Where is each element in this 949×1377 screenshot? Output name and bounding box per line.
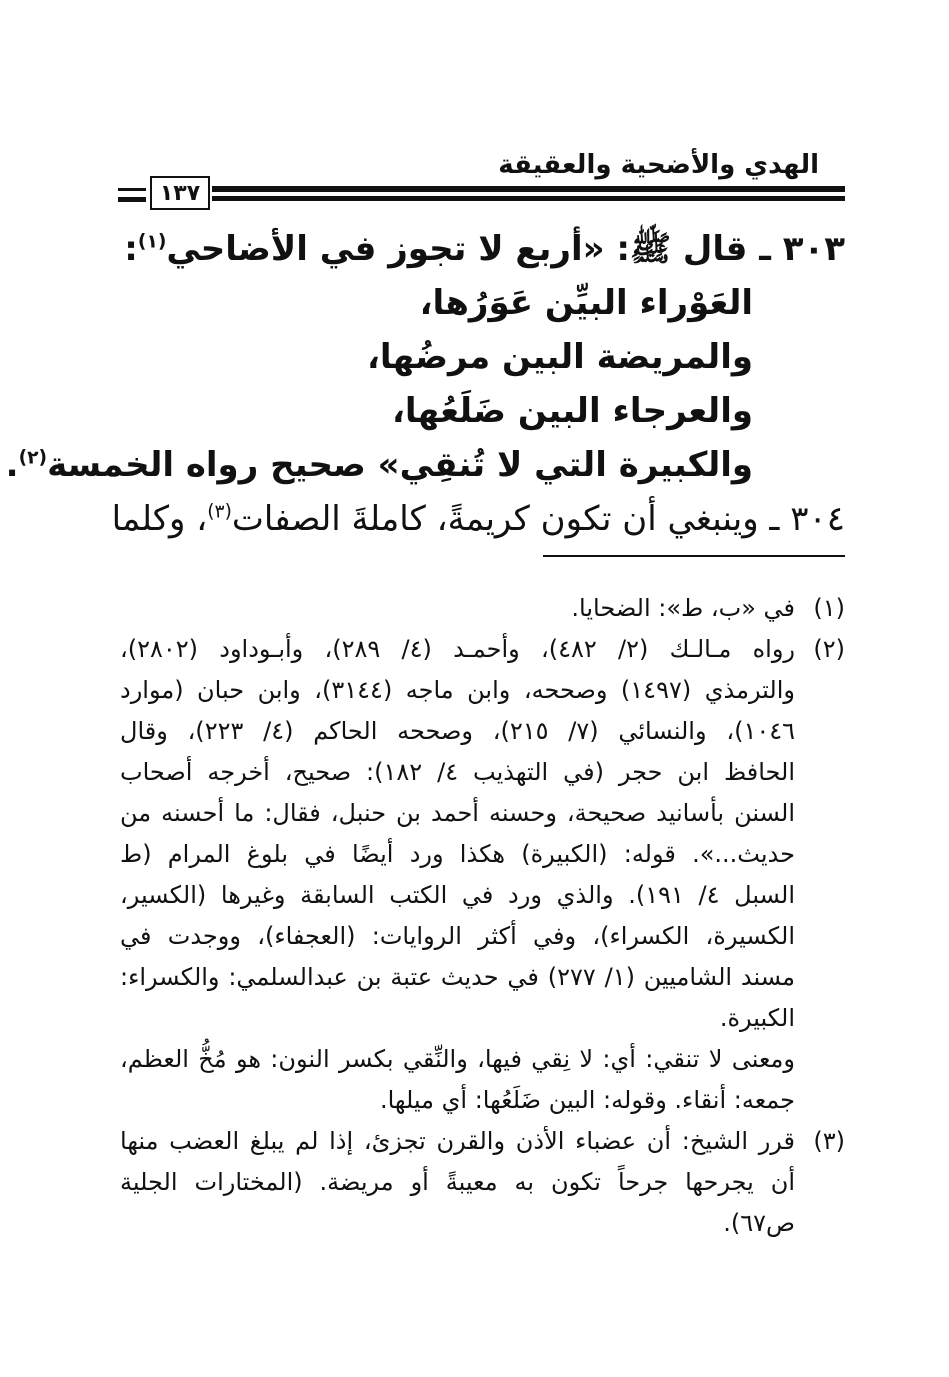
footnote-line: قرر الشيخ: أن عضباء الأذن والقرن تجزئ، إذا لم يبلغ العضب منها — [120, 1127, 795, 1155]
page-number: ١٣٧ — [150, 176, 210, 210]
footnote-number: (١) — [813, 594, 845, 622]
footnote-number: (٣) — [813, 1127, 845, 1155]
footnote-line: السبل ٤/ ١٩١). والذي ورد في الكتب السابقة وغيرها (الكسير، — [120, 881, 795, 909]
footnote-1 — [120, 588, 845, 629]
hadith-list — [5, 276, 845, 492]
footnote-2 — [120, 629, 845, 1039]
hadith-line-3: والعرجاء البين ضَلَعُها، — [391, 391, 753, 431]
footnote-3 — [120, 1121, 845, 1244]
footnote-line: حديث...». قوله: (الكبيرة) هكذا ورد أيضًا في بلوغ المرام (ط — [120, 840, 795, 868]
footnote-ref-3[interactable]: (٣) — [207, 501, 232, 523]
footnote-number: (٢) — [813, 635, 845, 663]
footnote-2-continued — [120, 1039, 845, 1121]
footnote-separator — [543, 555, 845, 557]
hadith-303-intro: ٣٠٣ ـ قال ﷺ: «أربع لا تجوز في الأضاحي$^{(١)}$: — [124, 229, 845, 269]
hadith-line-4: والكبيرة التي لا تُنقِي» صحيح رواه الخمسة$^{(٢)}$. — [5, 445, 753, 485]
hadith-line-2: والمريضة البين مرضُها، — [366, 337, 753, 377]
footnote-line: في «ب، ط»: الضحايا. — [571, 594, 795, 622]
footnote-line: السنن بأسانيد صحيحة، وحسنه أحمد بن حنبل، فقال: ما أحسنه من — [120, 799, 795, 827]
footnote-line: الكسيرة، الكسراء)، وفي أكثر الروايات: (العجفاء)، ووجدت في — [120, 922, 795, 950]
main-text — [5, 222, 845, 546]
footnotes — [120, 588, 845, 1244]
footnote-line: مسند الشاميين (١/ ٢٧٧) في حديث عتبة بن عبدالسلمي: والكسراء: — [120, 963, 796, 991]
footnote-line: ص٦٧). — [723, 1209, 795, 1237]
footnote-line: الحافظ ابن حجر (في التهذيب ٤/ ١٨٢): صحيح، أخرجه أصحاب — [120, 758, 795, 786]
footnote-line: جمعه: أنقاء. وقوله: البين ضَلَعُها: أي ميلها. — [379, 1086, 795, 1114]
footnote-line: رواه مـالـك (٢/ ٤٨٢)، وأحمـد (٤/ ٢٨٩)، وأبـوداود (٢٨٠٢)، — [120, 635, 796, 663]
running-title: الهدي والأضحية والعقيقة — [498, 150, 819, 180]
footnote-line: والترمذي (١٤٩٧) وصححه، وابن ماجه (٣١٤٤)، وابن حبان (موارد — [120, 676, 795, 704]
header-rule-bottom — [212, 196, 845, 201]
header-rule-top — [212, 186, 845, 192]
footnote-line: أن يجرحها جرحاً تكون به معيبةً أو مريضة. (المختارات الجلية — [120, 1168, 795, 1196]
footnote-ref-1[interactable]: (١) — [137, 231, 167, 253]
header-ornament — [118, 188, 146, 202]
footnote-line: الكبيرة. — [719, 1004, 795, 1032]
hadith-line-1: العَوْراء البيِّن عَوَرُها، — [419, 283, 753, 323]
paragraph-304: ٣٠٤ ـ وينبغي أن تكون كريمةً، كاملةَ الصفات$^{(٣)}$، وكلما — [111, 499, 845, 539]
footnote-line: ١٠٤٦)، والنسائي (٧/ ٢١٥)، وصححه الحاكم (٤/ ٢٢٣)، وقال — [120, 717, 795, 745]
footnote-ref-2[interactable]: (٢) — [18, 447, 48, 469]
footnote-line: ومعنى لا تنقي: أي: لا نِقي فيها، والنِّقي بكسر النون: هو مُخُّ العظم، — [120, 1045, 795, 1073]
